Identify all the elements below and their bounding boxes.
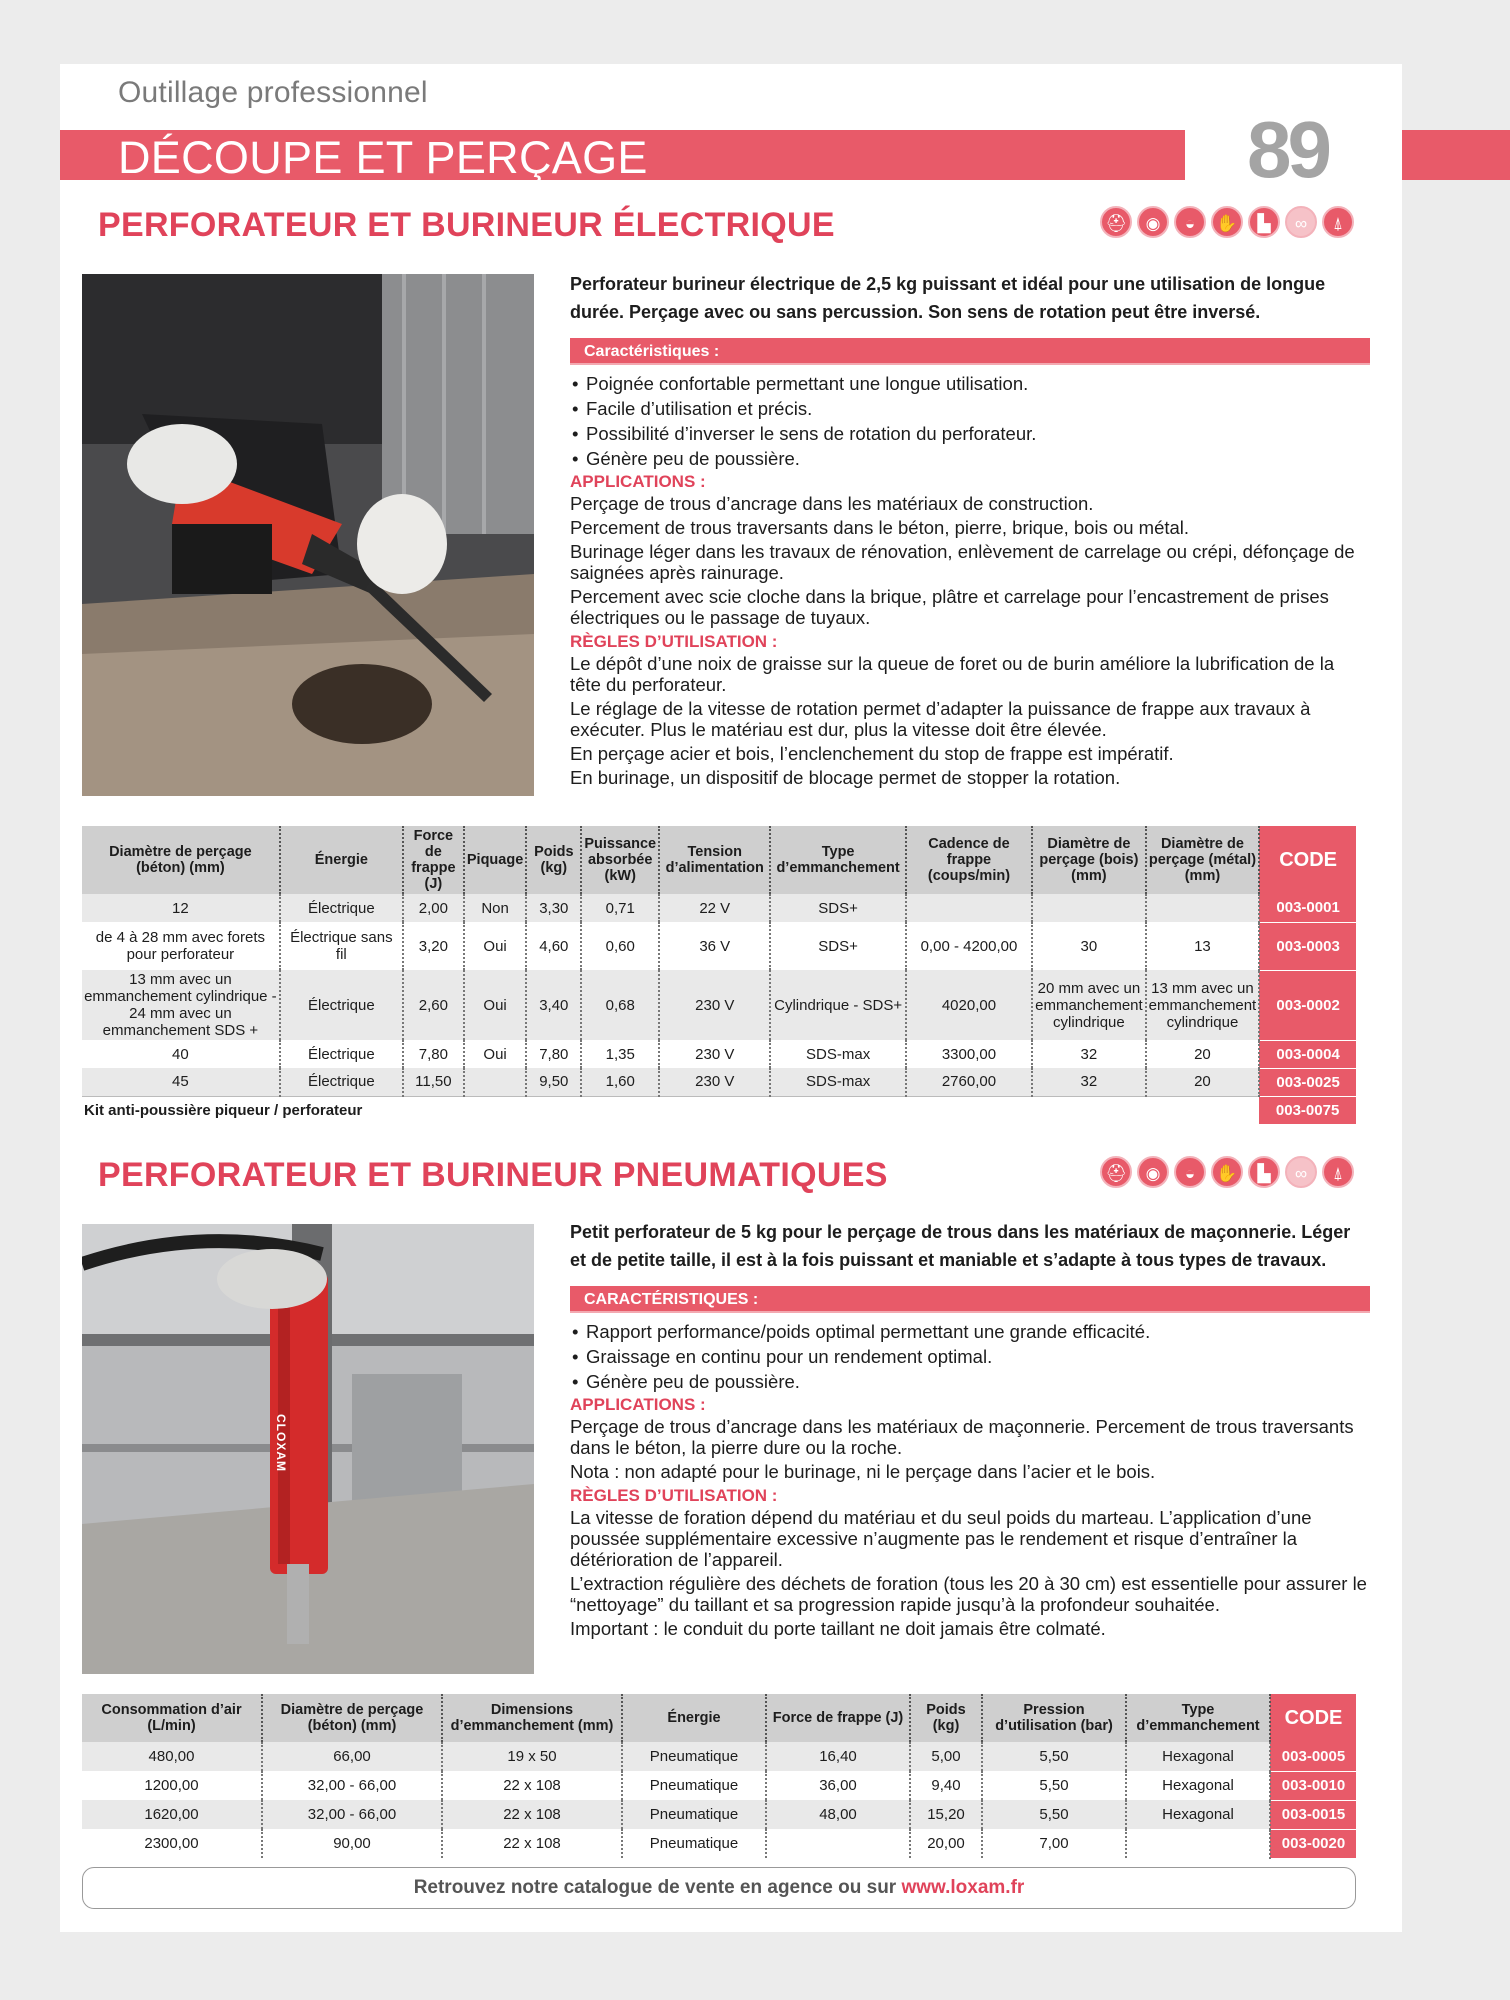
section1-intro: Perforateur burineur électrique de 2,5 kg puissant et idéal pour une utilisation de longue durée. Perçage avec ou sans percussion. Son sens de rotation peut être inversé. (570, 274, 1326, 322)
cell: 32 (1032, 1068, 1146, 1096)
section1-title: PERFORATEUR ET BURINEUR ÉLECTRIQUE (98, 206, 835, 244)
cell: 1,60 (581, 1068, 659, 1096)
cell: 7,80 (403, 1040, 464, 1068)
col-header: Consommation d’air (L/min) (82, 1694, 262, 1742)
cell: 22 x 108 (442, 1771, 622, 1800)
product-code[interactable]: 003-0075 (1259, 1096, 1356, 1124)
cell: 0,68 (581, 970, 659, 1040)
cell: 3300,00 (906, 1040, 1032, 1068)
cell: 5,50 (982, 1771, 1126, 1800)
section1-rules-heading: RÈGLES D’UTILISATION : (570, 632, 778, 651)
code-header: CODE (1259, 826, 1356, 894)
cell: 20 (1146, 1068, 1260, 1096)
rule-item: L’extraction régulière des déchets de foration (tous les 20 à 30 cm) est essentielle pour assurer le “nettoyage” du taillant et sa progression rapide jusqu’à la profondeur souhaitée. (570, 1573, 1367, 1615)
glove-icon: ✋ (1211, 206, 1243, 238)
cell: 22 x 108 (442, 1800, 622, 1829)
cell (1032, 894, 1146, 922)
cell: SDS+ (770, 922, 905, 970)
col-header: Énergie (622, 1694, 766, 1742)
rule-item: La vitesse de foration dépend du matériau et du seul poids du marteau. L’application d’une poussée supplémentaire excessive n’augmente pas le rendement et risque d’entraîner la détérioration de l’appareil. (570, 1507, 1312, 1570)
cell: Pneumatique (622, 1800, 766, 1829)
cell: 22 V (659, 894, 770, 922)
cell: 16,40 (766, 1742, 910, 1771)
section2-description (570, 1218, 1370, 1642)
rule-item: En perçage acier et bois, l’enclenchement du stop de frappe est impératif. (570, 743, 1174, 764)
section1-description (570, 270, 1370, 791)
application-item: Nota : non adapté pour le burinage, ni le perçage dans l’acier et le bois. (570, 1461, 1156, 1482)
cell: 45 (82, 1068, 280, 1096)
cell: 20,00 (910, 1829, 982, 1858)
feature-item: • Génère peu de poussière. (570, 446, 1370, 471)
cell (906, 894, 1032, 922)
product-code[interactable]: 003-0010 (1270, 1771, 1356, 1800)
cell: 13 mm avec un emmanchement cylindrique - 24 mm avec un emmanchement SDS + (82, 970, 280, 1040)
cell: de 4 à 28 mm avec forets pour perforateur (82, 922, 280, 970)
footer-text: Retrouvez notre catalogue de vente en agence ou sur (413, 1877, 902, 1898)
product-code[interactable]: 003-0003 (1259, 922, 1356, 970)
cell: 230 V (659, 1068, 770, 1096)
section1-applications-heading: APPLICATIONS : (570, 472, 706, 491)
col-header: Force de frappe (J) (403, 826, 464, 894)
boot-icon: ▙ (1248, 206, 1280, 238)
col-header: Poids (kg) (526, 826, 581, 894)
page-number: 89 (1247, 105, 1328, 194)
cell: 36,00 (766, 1771, 910, 1800)
table-row (82, 970, 1356, 1040)
col-header: Diamètre de perçage (bois) (mm) (1032, 826, 1146, 894)
cell: 12 (82, 894, 280, 922)
cell: 480,00 (82, 1742, 262, 1771)
section2-features (570, 1319, 1370, 1394)
helmet-icon: ⛑ (1100, 1156, 1132, 1188)
vest-icon: ⍋ (1322, 206, 1354, 238)
cell: 230 V (659, 970, 770, 1040)
rule-item: En burinage, un dispositif de blocage permet de stopper la rotation. (570, 767, 1121, 788)
cell: Oui (464, 922, 526, 970)
rule-item: Le dépôt d’une noix de graisse sur la queue de foret ou de burin améliore la lubrification de la tête du perforateur. (570, 653, 1335, 695)
footer-banner (82, 1867, 1356, 1909)
cell: Électrique (280, 1068, 403, 1096)
cell: Oui (464, 970, 526, 1040)
cell: Hexagonal (1126, 1742, 1270, 1771)
cell: 4,60 (526, 922, 581, 970)
electric-hammer-photo (82, 274, 534, 796)
table-row (82, 1068, 1356, 1096)
application-item: Percement avec scie cloche dans la brique, plâtre et carrelage pour l’encastrement de prises électriques ou le passage de tuyaux. (570, 586, 1329, 628)
section-banner (60, 130, 1185, 183)
table-row (82, 1771, 1356, 1800)
cell: 32,00 - 66,00 (262, 1800, 442, 1829)
cell: 90,00 (262, 1829, 442, 1858)
table-row (82, 1742, 1356, 1771)
cell: 11,50 (403, 1068, 464, 1096)
cell: 2760,00 (906, 1068, 1032, 1096)
cell: 32 (1032, 1040, 1146, 1068)
cell: 9,40 (910, 1771, 982, 1800)
cell: 5,50 (982, 1742, 1126, 1771)
section1-characteristics-bar: Caractéristiques : (570, 338, 1370, 365)
product-code[interactable]: 003-0020 (1270, 1829, 1356, 1858)
col-header: Énergie (280, 826, 403, 894)
cell: Hexagonal (1126, 1771, 1270, 1800)
cell: 0,00 - 4200,00 (906, 922, 1032, 970)
cell: 7,00 (982, 1829, 1126, 1858)
mask-icon: ◒ (1174, 1156, 1206, 1188)
boot-icon: ▙ (1248, 1156, 1280, 1188)
feature-item: • Poignée confortable permettant une longue utilisation. (570, 371, 1370, 396)
table-row (82, 894, 1356, 922)
table-row (82, 1829, 1356, 1858)
feature-item: • Rapport performance/poids optimal permettant une grande efficacité. (570, 1319, 1370, 1344)
cell: Non (464, 894, 526, 922)
cell: 40 (82, 1040, 280, 1068)
cell: 2300,00 (82, 1829, 262, 1858)
pneumatic-hammer-photo (82, 1224, 534, 1674)
section2-title: PERFORATEUR ET BURINEUR PNEUMATIQUES (98, 1156, 888, 1194)
cell: 19 x 50 (442, 1742, 622, 1771)
rule-item: Important : le conduit du porte taillant ne doit jamais être colmaté. (570, 1618, 1106, 1639)
product-code[interactable]: 003-0004 (1259, 1040, 1356, 1068)
cell: 2,00 (403, 894, 464, 922)
cell: 230 V (659, 1040, 770, 1068)
feature-item: • Possibilité d’inverser le sens de rotation du perforateur. (570, 421, 1370, 446)
cell: 0,60 (581, 922, 659, 970)
col-header: Piquage (464, 826, 526, 894)
application-item: Perçage de trous d’ancrage dans les matériaux de maçonnerie. Percement de trous traversants dans le béton, la pierre dure ou la roche. (570, 1416, 1354, 1458)
glove-icon: ✋ (1211, 1156, 1243, 1188)
section2-intro: Petit perforateur de 5 kg pour le perçage de trous dans les matériaux de maçonnerie. Léger et de petite taille, il est à la fois puissant et maniable et s’adapte à tous types de travaux. (570, 1222, 1351, 1270)
cell: 1620,00 (82, 1800, 262, 1829)
feature-item: • Facile d’utilisation et précis. (570, 396, 1370, 421)
cell: 22 x 108 (442, 1829, 622, 1858)
cell: 30 (1032, 922, 1146, 970)
feature-item: • Graissage en continu pour un rendement optimal. (570, 1344, 1370, 1369)
cell: 4020,00 (906, 970, 1032, 1040)
section2-applications-heading: APPLICATIONS : (570, 1395, 706, 1414)
product-code[interactable]: 003-0015 (1270, 1800, 1356, 1829)
col-header: Diamètre de perçage (béton) (mm) (262, 1694, 442, 1742)
cell: Électrique (280, 970, 403, 1040)
table-row (82, 1040, 1356, 1068)
cell: 66,00 (262, 1742, 442, 1771)
col-header: Dimensions d’emmanchement (mm) (442, 1694, 622, 1742)
cell: Oui (464, 1040, 526, 1068)
cell: 15,20 (910, 1800, 982, 1829)
col-header: Pression d’utilisation (bar) (982, 1694, 1126, 1742)
product-code[interactable]: 003-0005 (1270, 1742, 1356, 1771)
cell: 13 (1146, 922, 1260, 970)
cell: SDS+ (770, 894, 905, 922)
cell: SDS-max (770, 1068, 905, 1096)
application-item: Burinage léger dans les travaux de rénovation, enlèvement de carrelage ou crépi, défonçage de saignées après rainurage. (570, 541, 1355, 583)
cell: Hexagonal (1126, 1800, 1270, 1829)
cell: 7,80 (526, 1040, 581, 1068)
cell: 5,50 (982, 1800, 1126, 1829)
cell: 32,00 - 66,00 (262, 1771, 442, 1800)
col-header: Force de frappe (J) (766, 1694, 910, 1742)
application-item: Perçage de trous d’ancrage dans les matériaux de construction. (570, 493, 1094, 514)
cell: Cylindrique - SDS+ (770, 970, 905, 1040)
col-header: Type d’emmanchement (770, 826, 905, 894)
safety-icons-1 (1100, 206, 1354, 238)
tool-brand-label: CLOXAM (274, 1414, 288, 1472)
safety-icons-2 (1100, 1156, 1354, 1188)
cell (464, 1068, 526, 1096)
feature-item: • Génère peu de poussière. (570, 1369, 1370, 1394)
cell: 20 (1146, 1040, 1260, 1068)
cell: 13 mm avec un emmanchement cylindrique (1146, 970, 1260, 1040)
cell: 1,35 (581, 1040, 659, 1068)
kit-row (82, 1096, 1356, 1124)
kit-label: Kit anti-poussière piqueur / perforateur (82, 1096, 1259, 1124)
catalog-page (60, 64, 1402, 1932)
cell: 3,20 (403, 922, 464, 970)
electric-specs-table (82, 826, 1356, 1125)
code-header: CODE (1270, 1694, 1356, 1742)
col-header: Poids (kg) (910, 1694, 982, 1742)
ear-protection-icon: ◉ (1137, 1156, 1169, 1188)
cell: Électrique (280, 894, 403, 922)
website-link[interactable]: www.loxam.fr (901, 1877, 1025, 1898)
cell: Électrique sans fil (280, 922, 403, 970)
mask-icon: ◒ (1174, 206, 1206, 238)
col-header: Diamètre de perçage (béton) (mm) (82, 826, 280, 894)
cell: 1200,00 (82, 1771, 262, 1800)
cell: SDS-max (770, 1040, 905, 1068)
rule-item: Le réglage de la vitesse de rotation permet d’adapter la puissance de frappe aux travaux à exécuter. Plus le matériau est dur, plus la vitesse doit être élevée. (570, 698, 1311, 740)
cell: 9,50 (526, 1068, 581, 1096)
helmet-icon: ⛑ (1100, 206, 1132, 238)
cell (1146, 894, 1260, 922)
col-header: Tension d’alimentation (659, 826, 770, 894)
table-row (82, 922, 1356, 970)
cell: 2,60 (403, 970, 464, 1040)
banner-title: DÉCOUPE ET PERÇAGE (118, 132, 648, 183)
cell: 36 V (659, 922, 770, 970)
col-header: Type d’emmanchement (1126, 1694, 1270, 1742)
cell: 48,00 (766, 1800, 910, 1829)
table-row (82, 1800, 1356, 1829)
product-code[interactable]: 003-0001 (1259, 894, 1356, 922)
cell: Pneumatique (622, 1742, 766, 1771)
glasses-icon: ∞ (1285, 206, 1317, 238)
product-code[interactable]: 003-0025 (1259, 1068, 1356, 1096)
section2-rules-heading: RÈGLES D’UTILISATION : (570, 1486, 778, 1505)
cell: Pneumatique (622, 1829, 766, 1858)
category-label: Outillage professionnel (118, 76, 428, 109)
ear-protection-icon: ◉ (1137, 206, 1169, 238)
cell: 20 mm avec un emmanchement cylindrique (1032, 970, 1146, 1040)
cell: 3,40 (526, 970, 581, 1040)
pneumatic-specs-table (82, 1694, 1356, 1859)
cell (1126, 1829, 1270, 1858)
page-edge-tab (1402, 130, 1510, 180)
col-header: Puissance absorbée (kW) (581, 826, 659, 894)
cell: 0,71 (581, 894, 659, 922)
col-header: Cadence de frappe (coups/min) (906, 826, 1032, 894)
cell: Pneumatique (622, 1771, 766, 1800)
section2-characteristics-bar: CARACTÉRISTIQUES : (570, 1286, 1370, 1313)
product-code[interactable]: 003-0002 (1259, 970, 1356, 1040)
cell: Électrique (280, 1040, 403, 1068)
vest-icon: ⍋ (1322, 1156, 1354, 1188)
cell: 3,30 (526, 894, 581, 922)
cell: 5,00 (910, 1742, 982, 1771)
application-item: Percement de trous traversants dans le béton, pierre, brique, bois ou métal. (570, 517, 1190, 538)
glasses-icon: ∞ (1285, 1156, 1317, 1188)
section1-features (570, 371, 1370, 471)
col-header: Diamètre de perçage (métal) (mm) (1146, 826, 1260, 894)
cell (766, 1829, 910, 1858)
